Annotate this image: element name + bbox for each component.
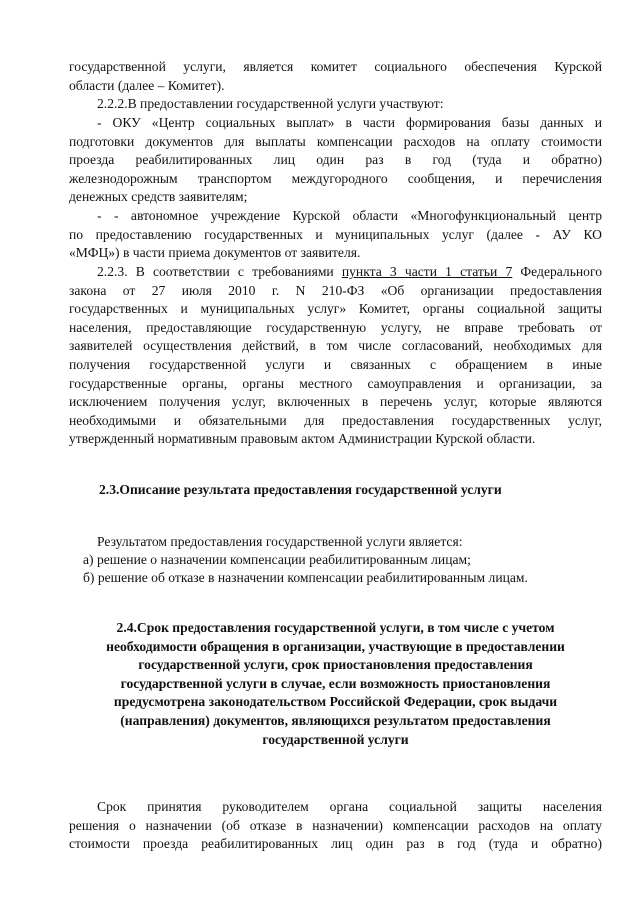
text-line: - ОКУ «Центр социальных выплат» в части формирования базы данных и [97,115,602,130]
text-line: решения о назначении (об отказе в назначении) компенсации расходов на оплату [69,817,602,833]
heading-line: государственной услуги [262,731,409,747]
text-line: государственных и муниципальных услуг» Комитет, органы социальной защиты [69,301,602,317]
paragraph-2-2-2 [69,95,602,114]
law-reference-link[interactable]: пункта 3 части 1 статьи 7 [341,264,513,279]
text-line: по предоставлению государственных и муниципальных услуг (далее - АУ КО [69,226,602,242]
text-line: необходимыми и обязательными для предоставления государственных услуг, [69,412,602,428]
text-line: закона от 27 июля 2010 г. N 210-ФЗ «Об организации предоставления [69,282,602,298]
paragraph-srok [69,798,602,854]
text-line: - - автономное учреждение Курской области «Многофункциональный центр [97,208,602,223]
paragraph-oku [69,114,602,207]
heading-line: государственной услуги в случае, если возможность приостановления [120,675,551,691]
text-line: государственной услуги, является комитет социального обеспечения Курской [69,59,602,74]
text-line: Срок принятия руководителем органа социальной защиты населения [97,799,602,814]
text-line: государственные органы, органы местного самоуправления и организации, за [69,375,602,391]
result-paragraph: Результатом предоставления государственной услуги является: [97,534,463,549]
section-heading-2-4 [69,619,602,749]
paragraph-mfc [69,207,602,263]
heading-line: 2.4.Срок предоставления государственной услуги, в том числе с учетом [116,620,555,635]
text-line: области (далее – Комитет). [69,77,225,93]
text-line: проезда реабилитированных лиц один раз в год (туда и обратно) [69,152,602,168]
text-line: железнодорожным транспортом междугородного сообщения, и перечисления [69,170,602,186]
heading-line: государственной услуги, срок приостановления предоставления [138,657,533,673]
intro-paragraph [69,58,602,95]
text-line: подготовки документов для выплаты компенсации расходов на оплату стоимости [69,133,602,149]
text-line: 2.2.2.В предоставлении государственной услуги участвуют: [97,96,444,111]
text-line: заявителей осуществления действий, в том числе согласований, необходимых для [69,338,602,354]
paragraph-2-2-3 [69,263,602,449]
text-line: «МФЦ») в части приема документов от заявителя. [69,245,361,261]
heading-line: необходимости обращения в организации, участвующие в предоставлении [106,638,565,654]
text-span: 2.2.3. В соответствии с требованиями [97,264,342,279]
text-line: стоимости проезда реабилитированных лиц один раз в год (туда и обратно) [69,836,602,852]
heading-line: (направления) документов, являющихся результатом предоставления [120,712,551,728]
text-line: утвержденный нормативным правовым актом Администрации Курской области. [69,431,536,447]
text-span: Федерального [512,264,603,279]
list-item-b: б) решение об отказе в назначении компенсации реабилитированным лицам. [83,570,528,585]
text-line: исключением получения услуг, включенных в перечень услуг, которые являются [69,394,602,410]
text-line: населения, предоставляющие государственную услугу, не вправе требовать от [69,319,602,335]
list-item-a: а) решение о назначении компенсации реабилитированным лицам; [83,552,471,567]
text-line [69,263,602,282]
heading-line: предусмотрена законодательством Российской Федерации, срок выдачи [113,694,558,710]
text-line: денежных средств заявителям; [69,189,248,205]
section-heading-2-3: 2.3.Описание результата предоставления государственной услуги [99,482,502,497]
text-line: получения государственной услуги и связанных с обращением в иные [69,356,602,372]
